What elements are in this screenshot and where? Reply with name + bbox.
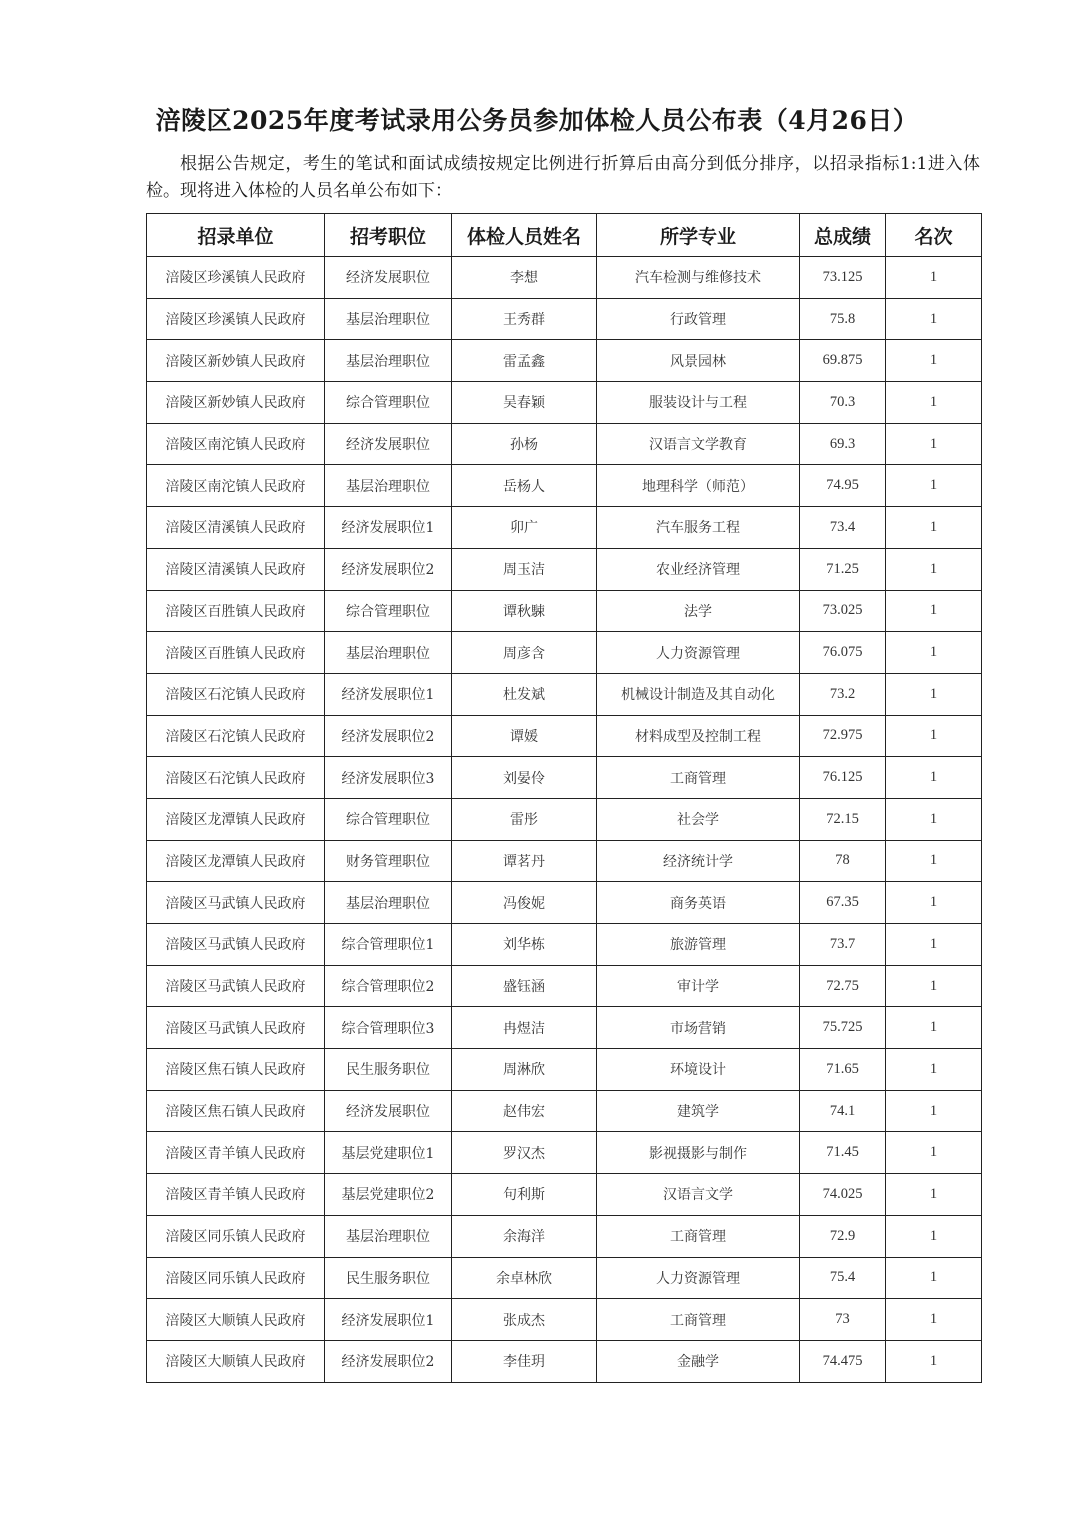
table-row: [147, 632, 982, 674]
header-row: [147, 214, 982, 257]
rank-cell: 1: [886, 924, 982, 966]
unit-cell: 涪陵区同乐镇人民政府: [147, 1257, 325, 1299]
position-cell: 基层治理职位: [325, 1215, 452, 1257]
name-cell: 余海洋: [452, 1215, 597, 1257]
position-cell: 基层党建职位1: [325, 1132, 452, 1174]
major-cell: 地理科学（师范）: [597, 465, 800, 507]
rank-cell: 1: [886, 1132, 982, 1174]
unit-cell: 涪陵区同乐镇人民政府: [147, 1215, 325, 1257]
major-cell: 汉语言文学: [597, 1174, 800, 1216]
rank-cell: 1: [886, 507, 982, 549]
position-cell: 经济发展职位: [325, 423, 452, 465]
rank-cell: 1: [886, 1174, 982, 1216]
table-row: [147, 1049, 982, 1091]
unit-cell: 涪陵区马武镇人民政府: [147, 1007, 325, 1049]
rank-cell: 1: [886, 298, 982, 340]
position-cell: 经济发展职位2: [325, 1340, 452, 1382]
name-cell: 冯俊妮: [452, 882, 597, 924]
unit-cell: 涪陵区百胜镇人民政府: [147, 590, 325, 632]
major-cell: 审计学: [597, 965, 800, 1007]
name-cell: 雷孟鑫: [452, 340, 597, 382]
score-cell: 74.475: [800, 1340, 886, 1382]
header-position: 招考职位: [325, 214, 452, 257]
table-row: [147, 965, 982, 1007]
rank-cell: 1: [886, 1340, 982, 1382]
major-cell: 行政管理: [597, 298, 800, 340]
name-cell: 孙杨: [452, 423, 597, 465]
position-cell: 基层治理职位: [325, 465, 452, 507]
table-row: [147, 507, 982, 549]
table-row: [147, 1132, 982, 1174]
rank-cell: 1: [886, 340, 982, 382]
table-row: [147, 1215, 982, 1257]
score-cell: 70.3: [800, 382, 886, 424]
unit-cell: 涪陵区马武镇人民政府: [147, 965, 325, 1007]
position-cell: 综合管理职位: [325, 590, 452, 632]
table-row: [147, 298, 982, 340]
unit-cell: 涪陵区龙潭镇人民政府: [147, 840, 325, 882]
score-cell: 73: [800, 1299, 886, 1341]
rank-cell: 1: [886, 673, 982, 715]
position-cell: 经济发展职位1: [325, 673, 452, 715]
major-cell: 人力资源管理: [597, 1257, 800, 1299]
major-cell: 影视摄影与制作: [597, 1132, 800, 1174]
unit-cell: 涪陵区珍溪镇人民政府: [147, 257, 325, 299]
position-cell: 经济发展职位2: [325, 715, 452, 757]
rank-cell: 1: [886, 548, 982, 590]
table-body: [147, 257, 982, 1383]
position-cell: 综合管理职位: [325, 382, 452, 424]
score-cell: 71.25: [800, 548, 886, 590]
table-row: [147, 1174, 982, 1216]
name-cell: 谭媛: [452, 715, 597, 757]
major-cell: 旅游管理: [597, 924, 800, 966]
unit-cell: 涪陵区南沱镇人民政府: [147, 465, 325, 507]
position-cell: 经济发展职位: [325, 257, 452, 299]
score-cell: 73.2: [800, 673, 886, 715]
header-unit: 招录单位: [147, 214, 325, 257]
name-cell: 周淋欣: [452, 1049, 597, 1091]
name-cell: 岳杨人: [452, 465, 597, 507]
score-cell: 71.45: [800, 1132, 886, 1174]
table-row: [147, 1007, 982, 1049]
score-cell: 67.35: [800, 882, 886, 924]
position-cell: 基层治理职位: [325, 632, 452, 674]
rank-cell: 1: [886, 382, 982, 424]
table-row: [147, 465, 982, 507]
score-cell: 74.025: [800, 1174, 886, 1216]
score-cell: 69.875: [800, 340, 886, 382]
major-cell: 人力资源管理: [597, 632, 800, 674]
position-cell: 基层党建职位2: [325, 1174, 452, 1216]
position-cell: 经济发展职位1: [325, 1299, 452, 1341]
rank-cell: 1: [886, 1090, 982, 1132]
major-cell: 商务英语: [597, 882, 800, 924]
position-cell: 综合管理职位3: [325, 1007, 452, 1049]
major-cell: 工商管理: [597, 757, 800, 799]
name-cell: 卯广: [452, 507, 597, 549]
unit-cell: 涪陵区新妙镇人民政府: [147, 340, 325, 382]
unit-cell: 涪陵区青羊镇人民政府: [147, 1132, 325, 1174]
score-cell: 75.4: [800, 1257, 886, 1299]
score-cell: 76.075: [800, 632, 886, 674]
rank-cell: 1: [886, 715, 982, 757]
rank-cell: 1: [886, 882, 982, 924]
rank-cell: 1: [886, 757, 982, 799]
table-row: [147, 673, 982, 715]
rank-cell: 1: [886, 590, 982, 632]
score-cell: 74.1: [800, 1090, 886, 1132]
name-cell: 赵伟宏: [452, 1090, 597, 1132]
name-cell: 周彦含: [452, 632, 597, 674]
table-row: [147, 924, 982, 966]
major-cell: 工商管理: [597, 1299, 800, 1341]
name-cell: 罗汉杰: [452, 1132, 597, 1174]
unit-cell: 涪陵区龙潭镇人民政府: [147, 798, 325, 840]
name-cell: 谭秋駷: [452, 590, 597, 632]
position-cell: 综合管理职位: [325, 798, 452, 840]
name-cell: 李想: [452, 257, 597, 299]
position-cell: 经济发展职位1: [325, 507, 452, 549]
unit-cell: 涪陵区南沱镇人民政府: [147, 423, 325, 465]
name-cell: 雷彤: [452, 798, 597, 840]
table-row: [147, 1299, 982, 1341]
position-cell: 基层治理职位: [325, 882, 452, 924]
table-row: [147, 340, 982, 382]
major-cell: 机械设计制造及其自动化: [597, 673, 800, 715]
rank-cell: 1: [886, 257, 982, 299]
name-cell: 刘华栋: [452, 924, 597, 966]
rank-cell: 1: [886, 632, 982, 674]
score-cell: 72.75: [800, 965, 886, 1007]
score-cell: 75.725: [800, 1007, 886, 1049]
major-cell: 法学: [597, 590, 800, 632]
position-cell: 经济发展职位: [325, 1090, 452, 1132]
score-cell: 73.7: [800, 924, 886, 966]
major-cell: 建筑学: [597, 1090, 800, 1132]
header-name: 体检人员姓名: [452, 214, 597, 257]
table-row: [147, 1257, 982, 1299]
unit-cell: 涪陵区清溪镇人民政府: [147, 548, 325, 590]
rank-cell: 1: [886, 1257, 982, 1299]
rank-cell: 1: [886, 1215, 982, 1257]
position-cell: 民生服务职位: [325, 1257, 452, 1299]
major-cell: 服装设计与工程: [597, 382, 800, 424]
name-cell: 周玉洁: [452, 548, 597, 590]
name-cell: 句利斯: [452, 1174, 597, 1216]
position-cell: 经济发展职位2: [325, 548, 452, 590]
rank-cell: 1: [886, 423, 982, 465]
header-rank: 名次: [886, 214, 982, 257]
intro-paragraph: 根据公告规定，考生的笔试和面试成绩按规定比例进行折算后由高分到低分排序，以招录指标1:1进入体检。现将进入体检的人员名单公布如下：: [146, 154, 980, 201]
major-cell: 汽车服务工程: [597, 507, 800, 549]
major-cell: 环境设计: [597, 1049, 800, 1091]
position-cell: 基层治理职位: [325, 340, 452, 382]
name-cell: 刘晏伶: [452, 757, 597, 799]
rank-cell: 1: [886, 1299, 982, 1341]
score-cell: 75.8: [800, 298, 886, 340]
rank-cell: 1: [886, 1007, 982, 1049]
position-cell: 综合管理职位1: [325, 924, 452, 966]
rank-cell: 1: [886, 1049, 982, 1091]
table-row: [147, 548, 982, 590]
table-row: [147, 423, 982, 465]
major-cell: 市场营销: [597, 1007, 800, 1049]
unit-cell: 涪陵区珍溪镇人民政府: [147, 298, 325, 340]
score-cell: 76.125: [800, 757, 886, 799]
table-row: [147, 798, 982, 840]
name-cell: 冉煜洁: [452, 1007, 597, 1049]
major-cell: 经济统计学: [597, 840, 800, 882]
name-cell: 余卓林欣: [452, 1257, 597, 1299]
position-cell: 民生服务职位: [325, 1049, 452, 1091]
score-cell: 73.4: [800, 507, 886, 549]
unit-cell: 涪陵区大顺镇人民政府: [147, 1340, 325, 1382]
unit-cell: 涪陵区百胜镇人民政府: [147, 632, 325, 674]
name-cell: 杜发斌: [452, 673, 597, 715]
name-cell: 谭茗丹: [452, 840, 597, 882]
unit-cell: 涪陵区新妙镇人民政府: [147, 382, 325, 424]
major-cell: 金融学: [597, 1340, 800, 1382]
table-row: [147, 590, 982, 632]
score-cell: 71.65: [800, 1049, 886, 1091]
name-cell: 盛钰涵: [452, 965, 597, 1007]
unit-cell: 涪陵区石沱镇人民政府: [147, 757, 325, 799]
score-cell: 72.15: [800, 798, 886, 840]
unit-cell: 涪陵区马武镇人民政府: [147, 882, 325, 924]
rank-cell: 1: [886, 840, 982, 882]
unit-cell: 涪陵区焦石镇人民政府: [147, 1090, 325, 1132]
score-cell: 72.975: [800, 715, 886, 757]
table-row: [147, 882, 982, 924]
score-cell: 74.95: [800, 465, 886, 507]
header-score: 总成绩: [800, 214, 886, 257]
candidate-table: [146, 213, 982, 1383]
table-row: [147, 257, 982, 299]
position-cell: 基层治理职位: [325, 298, 452, 340]
table-header: [147, 214, 982, 257]
header-major: 所学专业: [597, 214, 800, 257]
unit-cell: 涪陵区石沱镇人民政府: [147, 673, 325, 715]
name-cell: 吴春颖: [452, 382, 597, 424]
score-cell: 73.025: [800, 590, 886, 632]
name-cell: 李佳玥: [452, 1340, 597, 1382]
unit-cell: 涪陵区清溪镇人民政府: [147, 507, 325, 549]
table-row: [147, 1340, 982, 1382]
rank-cell: 1: [886, 465, 982, 507]
name-cell: 王秀群: [452, 298, 597, 340]
name-cell: 张成杰: [452, 1299, 597, 1341]
rank-cell: 1: [886, 798, 982, 840]
unit-cell: 涪陵区大顺镇人民政府: [147, 1299, 325, 1341]
score-cell: 78: [800, 840, 886, 882]
position-cell: 经济发展职位3: [325, 757, 452, 799]
table-row: [147, 715, 982, 757]
position-cell: 综合管理职位2: [325, 965, 452, 1007]
position-cell: 财务管理职位: [325, 840, 452, 882]
major-cell: 风景园林: [597, 340, 800, 382]
unit-cell: 涪陵区马武镇人民政府: [147, 924, 325, 966]
unit-cell: 涪陵区石沱镇人民政府: [147, 715, 325, 757]
table-row: [147, 757, 982, 799]
rank-cell: 1: [886, 965, 982, 1007]
table-row: [147, 1090, 982, 1132]
score-cell: 69.3: [800, 423, 886, 465]
score-cell: 73.125: [800, 257, 886, 299]
major-cell: 农业经济管理: [597, 548, 800, 590]
page-title: 涪陵区2025年度考试录用公务员参加体检人员公布表（4月26日）: [155, 106, 919, 135]
table-row: [147, 382, 982, 424]
major-cell: 工商管理: [597, 1215, 800, 1257]
major-cell: 社会学: [597, 798, 800, 840]
table-row: [147, 840, 982, 882]
major-cell: 材料成型及控制工程: [597, 715, 800, 757]
unit-cell: 涪陵区青羊镇人民政府: [147, 1174, 325, 1216]
score-cell: 72.9: [800, 1215, 886, 1257]
unit-cell: 涪陵区焦石镇人民政府: [147, 1049, 325, 1091]
major-cell: 汉语言文学教育: [597, 423, 800, 465]
major-cell: 汽车检测与维修技术: [597, 257, 800, 299]
